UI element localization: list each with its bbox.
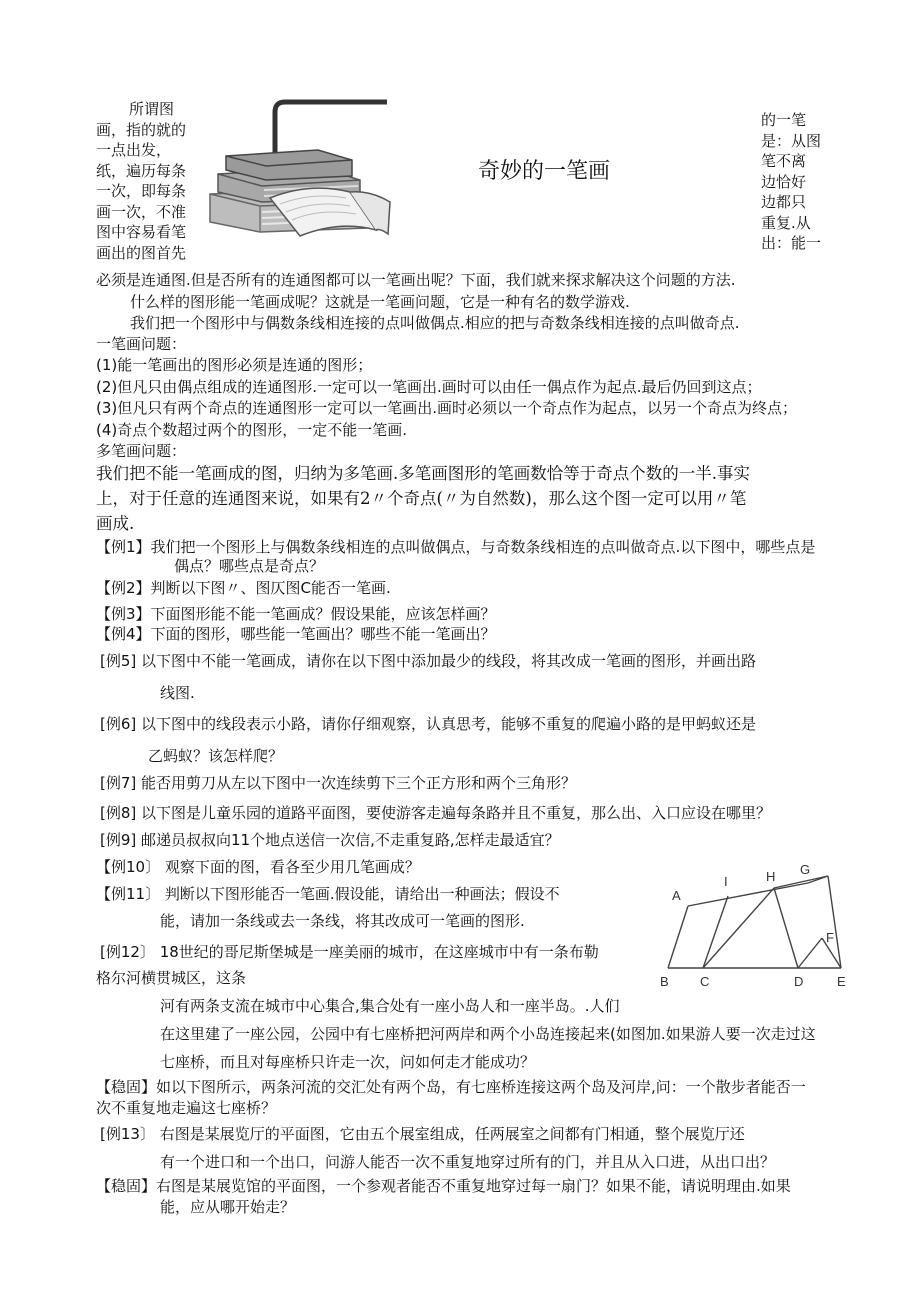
example-item: 格尔河横贯城区，这条	[96, 969, 247, 987]
vertex-label: E	[837, 974, 846, 989]
paragraph: 我们把不能一笔画成的图，归纳为多笔画.多笔画图形的笔画数恰等于奇点个数的一半.事实	[96, 464, 750, 483]
rule-item: (1)能一笔画出的图形必须是连通的图形；	[96, 356, 373, 374]
intro-left-line: 画，指的就的	[96, 120, 187, 139]
example-item: 【稳固】右图是某展览馆的平面图，一个参观者能否不重复地穿过每一扇门？如果不能，请说明理由.如果	[96, 1177, 791, 1195]
vertex-label: C	[700, 974, 710, 989]
intro-left-line: 一点出发，	[96, 141, 172, 159]
intro-left-line: 画一次，不准	[96, 202, 187, 221]
example-item: 在这里建了一座公园，公园中有七座桥把河两岸和两个小岛连接起来(如图加.如果游人要一次走过这	[160, 1025, 816, 1043]
rule-item: (2)但凡只由偶点组成的连通图形.一定可以一笔画出.画时可以由任一偶点作为起点.最后仍回到这点；	[96, 378, 762, 396]
paragraph: 什么样的图形能一笔画成呢？这就是一笔画问题，它是一种有名的数学游戏.	[130, 293, 630, 311]
page-title: 奇妙的一笔画	[478, 159, 611, 184]
example-item: [例13〕 右图是某展览厅的平面图，它由五个展室组成，任两展室之间都有门相通，整个展览厅还	[100, 1125, 745, 1143]
example-item: 【例11〕 判断以下图形能否一笔画.假设能，请给出一种画法；假设不	[96, 885, 560, 903]
intro-right-line: 出：能一	[761, 234, 822, 252]
example-item: 次不重复地走遍这七座桥？	[96, 1099, 277, 1117]
paragraph: 必须是连通图.但是否所有的连通图都可以一笔画出呢？下面，我们就来探求解决这个问题的方法.	[96, 271, 736, 289]
example-item: [例7] 能否用剪刀从左以下图中一次连续剪下三个正方形和两个三角形？	[100, 774, 577, 792]
graph-figure	[660, 850, 860, 1000]
example-item: 乙蚂蚁？该怎样爬？	[148, 747, 284, 765]
intro-left-line: 画出的图首先	[96, 243, 187, 262]
example-item: 能，应从哪开始走？	[160, 1198, 296, 1216]
example-item: 【稳固】如以下图所示，两条河流的交汇处有两个岛，有七座桥连接这两个岛及河岸,问：一个散步者能否一	[96, 1078, 806, 1096]
vertex-label: I	[724, 874, 728, 889]
intro-right-column	[761, 110, 821, 254]
example-item: 能，请加一条线或去一条线，将其改成可一笔画的图形.	[160, 912, 525, 930]
intro-right-line: 笔不离	[761, 152, 807, 170]
example-item: [例6] 以下图中的线段表示小路，请你仔细观察，认真思考，能够不重复的爬遍小路的是甲蚂蚁还是	[100, 715, 757, 733]
paragraph: 我们把一个图形中与偶数条线相连接的点叫做偶点.相应的把与奇数条线相连接的点叫做奇点.	[130, 314, 740, 332]
example-item: [例9] 邮递员叔叔向11个地点送信一次信,不走重复路,怎样走最适宜？	[100, 831, 560, 849]
vertex-label: D	[794, 974, 804, 989]
section-heading: 多笔画问题：	[96, 442, 187, 460]
vertex-label: G	[800, 862, 811, 877]
example-item: [例8] 以下图是儿童乐园的道路平面图，要使游客走遍每条路并且不重复，那么出、入口应设在哪里？	[100, 804, 772, 822]
paragraph: 上，对于任意的连通图来说，如果有2〃个奇点(〃为自然数)，那么这个图一定可以用〃笔	[96, 489, 747, 508]
intro-left-line: 一次，即每条	[96, 182, 187, 200]
example-item: [例12〕 18世纪的哥尼斯堡城是一座美丽的城市，在这座城市中有一条布勒	[100, 943, 599, 961]
example-item: 河有两条支流在城市中心集合,集合处有一座小岛人和一座半岛。.人们	[160, 997, 620, 1015]
example-item: 有一个进口和一个出口，问游人能否一次不重复地穿过所有的门，并且从入口进，从出口出？	[160, 1153, 776, 1171]
example-item: 七座桥，而且对每座桥只许走一次，问如何走才能成功？	[160, 1053, 536, 1071]
intro-right-line: 是：从图	[761, 131, 822, 150]
intro-right-line: 的一笔	[761, 111, 807, 129]
rule-item: (3)但凡只有两个奇点的连通图形一定可以一笔画出.画时必须以一个奇点作为起点，以另一个奇点为终点；	[96, 399, 798, 417]
intro-left-line: 纸，遍历每条	[96, 161, 187, 180]
paragraph: 画成.	[96, 514, 135, 533]
example-item: 【例2】判断以下图〃、图仄图C能否一笔画.	[96, 579, 391, 597]
rule-item: (4)奇点个数超过两个的图形，一定不能一笔画.	[96, 421, 408, 439]
example-item: [例5] 以下图中不能一笔画成，请你在以下图中添加最少的线段，将其改成一笔画的图形，并画出路	[100, 652, 757, 670]
intro-right-line: 重复.从	[761, 213, 811, 232]
intro-right-line: 边都只	[761, 193, 807, 211]
books-with-bookmark-icon	[200, 98, 392, 242]
intro-left-line: 图中容易看笔	[96, 223, 187, 241]
vertex-label: F	[826, 930, 834, 945]
intro-left-column	[96, 99, 186, 263]
vertex-label: H	[766, 869, 776, 884]
example-item: 【例4】下面的图形，哪些能一笔画出？哪些不能一笔画出？	[96, 625, 496, 643]
vertex-label: B	[660, 974, 669, 989]
section-heading: 一笔画问题：	[96, 335, 187, 353]
intro-right-line: 边恰好	[761, 172, 807, 191]
example-item: 线图.	[160, 684, 195, 702]
intro-left-line: 所谓图	[129, 100, 175, 118]
example-item: 【例1】我们把一个图形上与偶数条线相连的点叫做偶点，与奇数条线相连的点叫做奇点.以下图中，哪些点是	[96, 538, 816, 556]
example-item: 【例10〕 观察下面的图，看各至少用几笔画成？	[96, 858, 420, 876]
example-item: 【例3】下面图形能不能一笔画成？假设果能，应该怎样画？	[96, 605, 496, 623]
example-item: 偶点？哪些点是奇点？	[174, 557, 325, 575]
vertex-label: A	[672, 888, 681, 903]
